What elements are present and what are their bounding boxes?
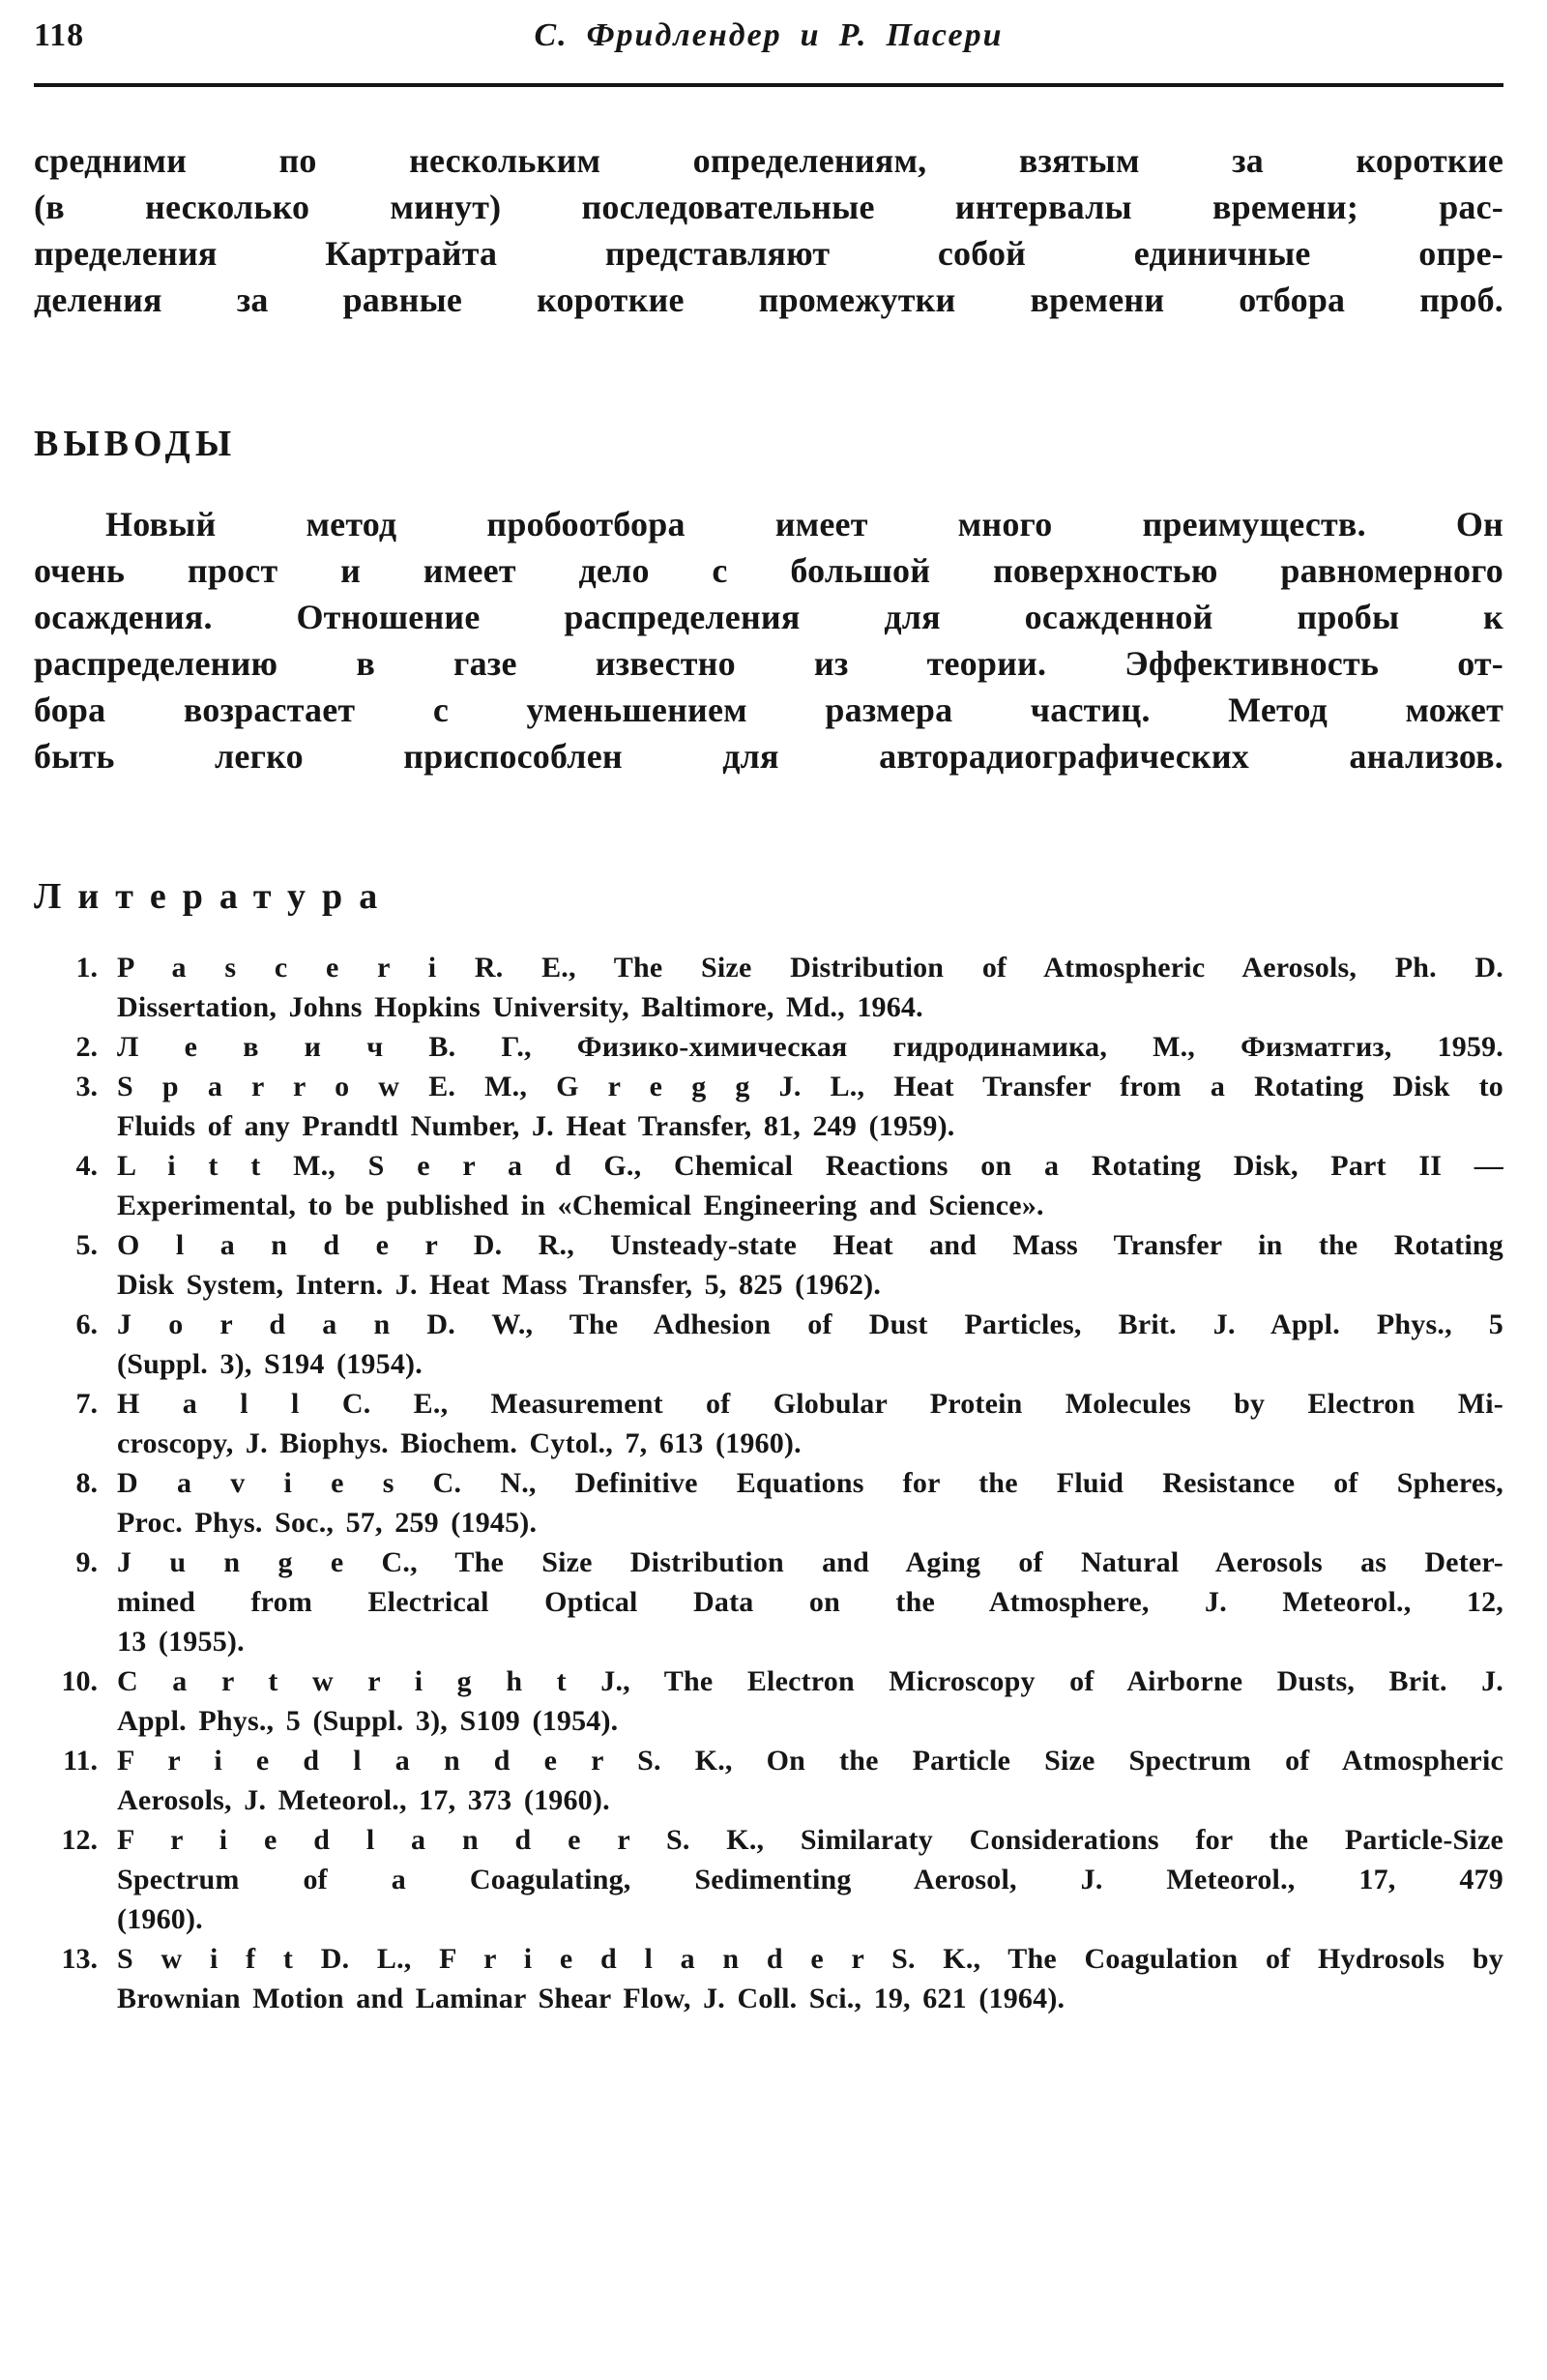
reference-2-line-1: Л е в и ч В. Г., Физико-химическая гидродинамика, М., Физматгиз, 1959. [117, 1031, 1503, 1063]
reference-13-line-1: S w i f t D. L., F r i e d l a n d e r S. K., The Coagulation of Hydrosols by [117, 1943, 1503, 1975]
conclusions-paragraph-line-4: распределению в газе известно из теории. Эффективность от- [34, 644, 1503, 683]
reference-number-10: 10. [61, 1665, 98, 1697]
reference-list [34, 948, 1503, 2018]
intro-paragraph-line-2: (в несколько минут) последовательные интервалы времени; рас- [34, 188, 1503, 226]
conclusions-paragraph-line-6: быть легко приспособлен для авторадиографических анализов. [34, 737, 1503, 776]
reference-number-6: 6. [75, 1308, 98, 1340]
reference-number-9: 9. [75, 1546, 98, 1578]
reference-6-line-2: (Suppl. 3), S194 (1954). [117, 1348, 423, 1380]
reference-item-9 [34, 1543, 1503, 1661]
reference-10-line-1: C a r t w r i g h t J., The Electron Microscopy of Airborne Dusts, Brit. J. [117, 1665, 1503, 1697]
reference-item-7 [34, 1384, 1503, 1463]
conclusions-paragraph-line-2: очень прост и имеет дело с большой поверхностью равномерного [34, 551, 1503, 590]
intro-paragraph-line-1: средними по нескольким определениям, взятым за короткие [34, 141, 1503, 180]
reference-3-line-2: Fluids of any Prandtl Number, J. Heat Transfer, 81, 249 (1959). [117, 1110, 955, 1142]
reference-number-1: 1. [75, 952, 98, 984]
reference-3-line-1: S p a r r o w E. M., G r e g g J. L., Heat Transfer from a Rotating Disk to [117, 1071, 1503, 1102]
conclusions-paragraph [34, 501, 1503, 779]
literature-heading: Литература [34, 876, 394, 917]
reference-1-line-2: Dissertation, Johns Hopkins University, Baltimore, Md., 1964. [117, 991, 923, 1023]
reference-item-1 [34, 948, 1503, 1027]
conclusions-paragraph-line-3: осаждения. Отношение распределения для осажденной пробы к [34, 598, 1503, 636]
running-title: С. Фридлендер и Р. Пасери [534, 17, 1004, 53]
reference-number-3: 3. [75, 1071, 98, 1102]
reference-8-line-2: Proc. Phys. Soc., 57, 259 (1945). [117, 1507, 538, 1539]
reference-item-13 [34, 1939, 1503, 2018]
conclusions-paragraph-line-1: Новый метод пробоотбора имеет много преимуществ. Он [105, 505, 1503, 544]
reference-13-line-2: Brownian Motion and Laminar Shear Flow, J. Coll. Sci., 19, 621 (1964). [117, 1983, 1065, 2014]
reference-6-line-1: J o r d a n D. W., The Adhesion of Dust Particles, Brit. J. Appl. Phys., 5 [117, 1308, 1503, 1340]
reference-number-13: 13. [61, 1943, 98, 1975]
reference-10-line-2: Appl. Phys., 5 (Suppl. 3), S109 (1954). [117, 1705, 619, 1737]
page-header [34, 0, 1503, 64]
reference-9-line-2: mined from Electrical Optical Data on the Atmosphere, J. Meteorol., 12, [117, 1586, 1503, 1618]
intro-paragraph [34, 137, 1503, 323]
reference-12-line-2: Spectrum of a Coagulating, Sedimenting Aerosol, J. Meteorol., 17, 479 [117, 1864, 1503, 1895]
reference-number-4: 4. [75, 1150, 98, 1182]
reference-12-line-1: F r i e d l a n d e r S. K., Similaraty Considerations for the Particle-Size [117, 1824, 1503, 1856]
reference-4-line-2: Experimental, to be published in «Chemical Engineering and Science». [117, 1190, 1044, 1221]
reference-8-line-1: D a v i e s C. N., Definitive Equations for the Fluid Resistance of Spheres, [117, 1467, 1503, 1499]
conclusions-heading: ВЫВОДЫ [34, 424, 237, 464]
reference-11-line-2: Aerosols, J. Meteorol., 17, 373 (1960). [117, 1784, 610, 1816]
reference-5-line-1: O l a n d e r D. R., Unsteady-state Heat and Mass Transfer in the Rotating [117, 1229, 1503, 1261]
intro-paragraph-line-3: пределения Картрайта представляют собой единичные опре- [34, 234, 1503, 273]
reference-item-11 [34, 1741, 1503, 1820]
reference-item-3 [34, 1067, 1503, 1146]
reference-number-5: 5. [75, 1229, 98, 1261]
reference-item-2 [34, 1027, 1503, 1067]
reference-number-7: 7. [75, 1388, 98, 1420]
reference-11-line-1: F r i e d l a n d e r S. K., On the Particle Size Spectrum of Atmospheric [117, 1745, 1503, 1777]
reference-7-line-2: croscopy, J. Biophys. Biochem. Cytol., 7, 613 (1960). [117, 1427, 802, 1459]
reference-item-6 [34, 1305, 1503, 1384]
reference-item-4 [34, 1146, 1503, 1225]
reference-item-8 [34, 1463, 1503, 1543]
reference-12-line-3: (1960). [117, 1903, 203, 1935]
reference-number-2: 2. [75, 1031, 98, 1063]
reference-7-line-1: H a l l C. E., Measurement of Globular Protein Molecules by Electron Mi- [117, 1388, 1503, 1420]
reference-item-12 [34, 1820, 1503, 1939]
reference-item-10 [34, 1661, 1503, 1741]
reference-5-line-2: Disk System, Intern. J. Heat Mass Transfer, 5, 825 (1962). [117, 1269, 882, 1301]
reference-9-line-3: 13 (1955). [117, 1626, 245, 1658]
reference-item-5 [34, 1225, 1503, 1305]
reference-4-line-1: L i t t M., S e r a d G., Chemical Reactions on a Rotating Disk, Part II — [117, 1150, 1503, 1182]
reference-number-11: 11. [63, 1745, 98, 1777]
intro-paragraph-line-4: деления за равные короткие промежутки времени отбора проб. [34, 280, 1503, 319]
conclusions-paragraph-line-5: бора возрастает с уменьшением размера частиц. Метод может [34, 690, 1503, 729]
reference-number-8: 8. [75, 1467, 98, 1499]
reference-1-line-1: P a s c e r i R. E., The Size Distribution of Atmospheric Aerosols, Ph. D. [117, 952, 1503, 984]
reference-9-line-1: J u n g e C., The Size Distribution and Aging of Natural Aerosols as Deter- [117, 1546, 1503, 1578]
reference-number-12: 12. [61, 1824, 98, 1856]
header-divider [34, 83, 1503, 87]
page-number: 118 [34, 17, 85, 53]
